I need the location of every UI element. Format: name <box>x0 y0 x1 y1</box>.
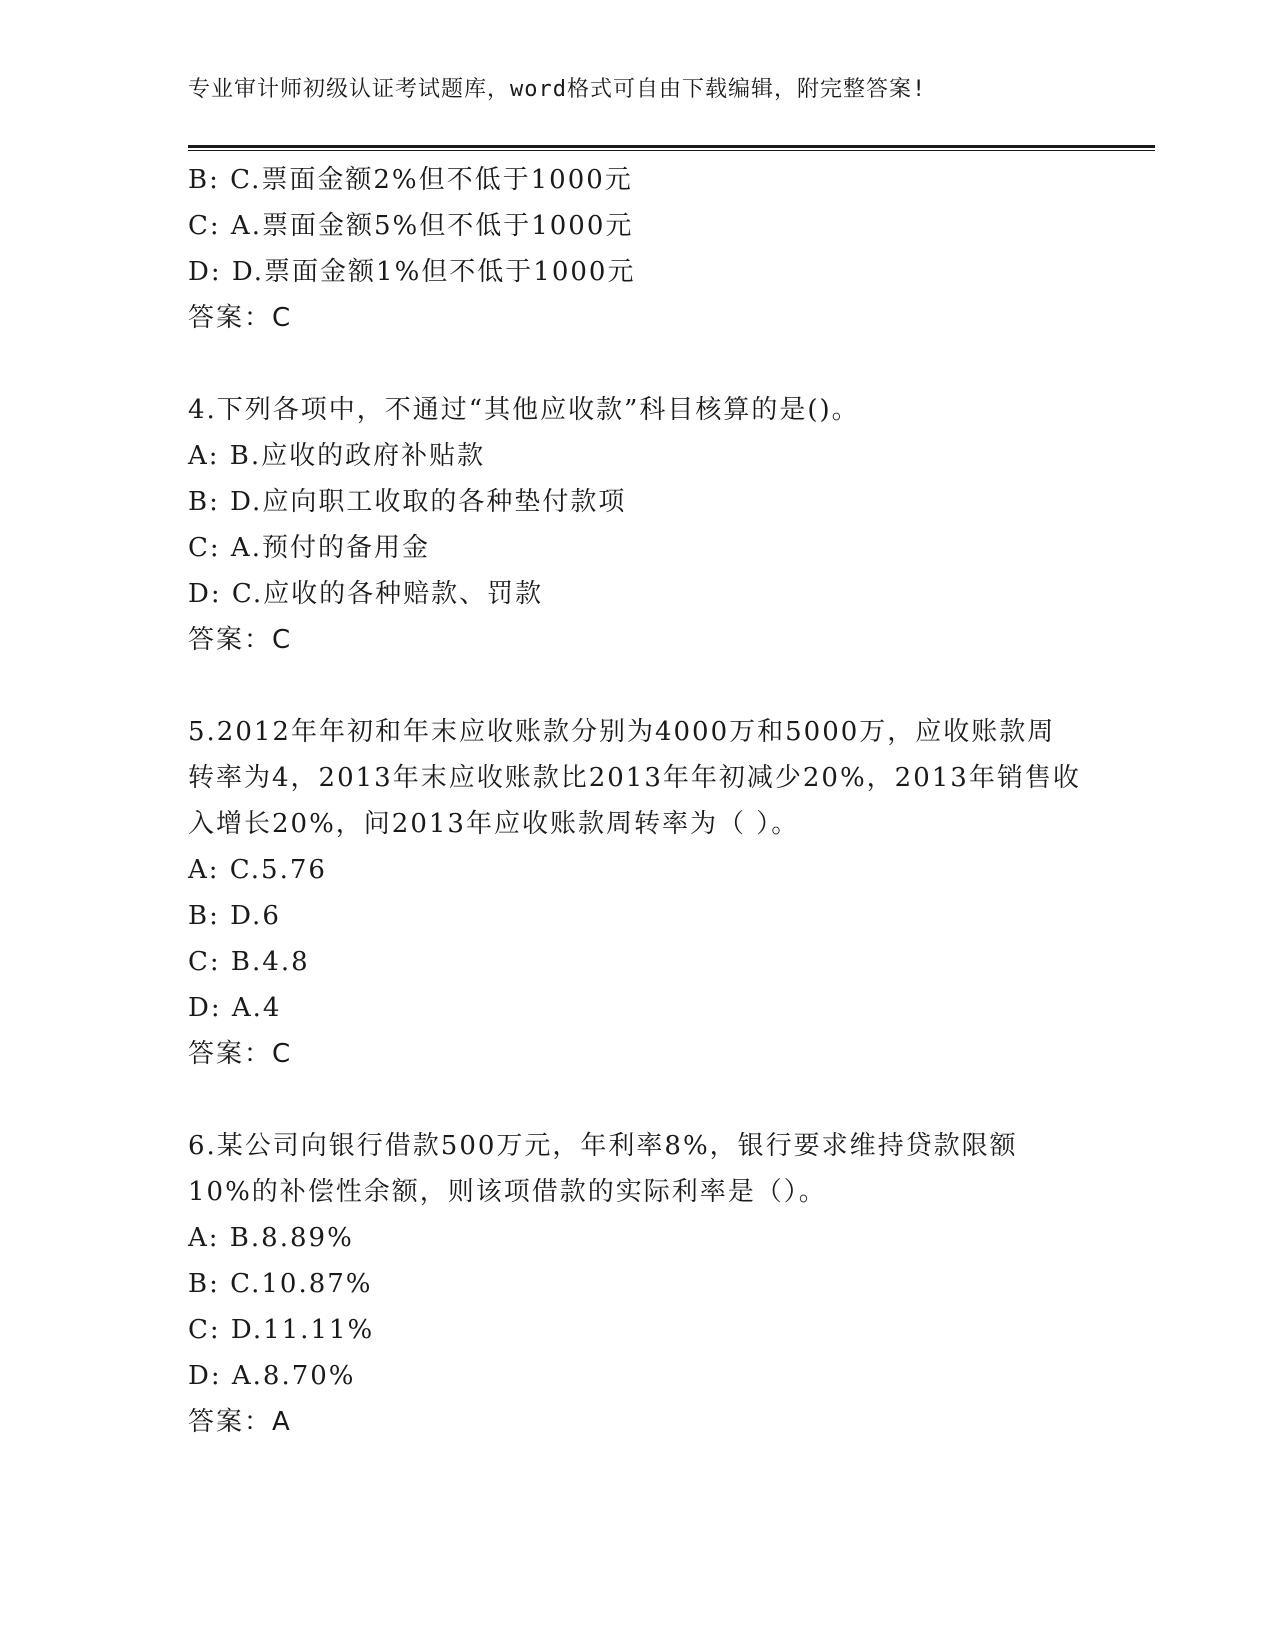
answer-line: 答案：C <box>188 1039 293 1069</box>
option-c: C: D.11.11% <box>188 1315 375 1345</box>
option-b: B: D.应向职工收取的各种垫付款项 <box>188 487 627 517</box>
answer-line: 答案：C <box>188 303 293 333</box>
option-d: D: C.应收的各种赔款、罚款 <box>188 579 544 609</box>
question-text-line: 5.2012年年初和年末应收账款分别为4000万和5000万，应收账款周 <box>188 717 1056 747</box>
question-content <box>188 157 1088 1445</box>
question-text-line: 10%的补偿性余额，则该项借款的实际利率是（）。 <box>188 1177 827 1207</box>
option-b: B: C.票面金额2%但不低于1000元 <box>188 165 633 195</box>
question-3 <box>188 157 1088 341</box>
question-5 <box>188 709 1088 1077</box>
answer-line: 答案：C <box>188 625 293 655</box>
header-rule-thin <box>188 150 1155 151</box>
option-a: A: C.5.76 <box>188 855 327 885</box>
option-a: A: B.8.89% <box>188 1223 354 1253</box>
option-b: B: C.10.87% <box>188 1269 373 1299</box>
spacer <box>188 663 1088 709</box>
option-d: D: A.8.70% <box>188 1361 356 1391</box>
header-rule-thick <box>188 145 1155 148</box>
question-text-line: 6.某公司向银行借款500万元，年利率8%，银行要求维持贷款限额 <box>188 1131 1018 1161</box>
question-text-line: 入增长20%，问2013年应收账款周转率为（ ）。 <box>188 809 800 839</box>
question-text-line: 转率为4，2013年末应收账款比2013年年初减少20%，2013年销售收 <box>188 763 1081 793</box>
option-a: A: B.应收的政府补贴款 <box>188 441 486 471</box>
question-6 <box>188 1123 1088 1445</box>
option-d: D: D.票面金额1%但不低于1000元 <box>188 257 636 287</box>
option-c: C: A.票面金额5%但不低于1000元 <box>188 211 634 241</box>
option-c: C: A.预付的备用金 <box>188 533 430 563</box>
option-c: C: B.4.8 <box>188 947 310 977</box>
page-header: 专业审计师初级认证考试题库，word格式可自由下载编辑，附完整答案! <box>188 77 927 102</box>
spacer <box>188 341 1088 387</box>
spacer <box>188 1077 1088 1123</box>
question-4 <box>188 387 1088 663</box>
question-text: 4.下列各项中，不通过“其他应收款”科目核算的是()。 <box>188 395 860 425</box>
option-b: B: D.6 <box>188 901 281 931</box>
option-d: D: A.4 <box>188 993 282 1023</box>
answer-line: 答案：A <box>188 1407 292 1437</box>
